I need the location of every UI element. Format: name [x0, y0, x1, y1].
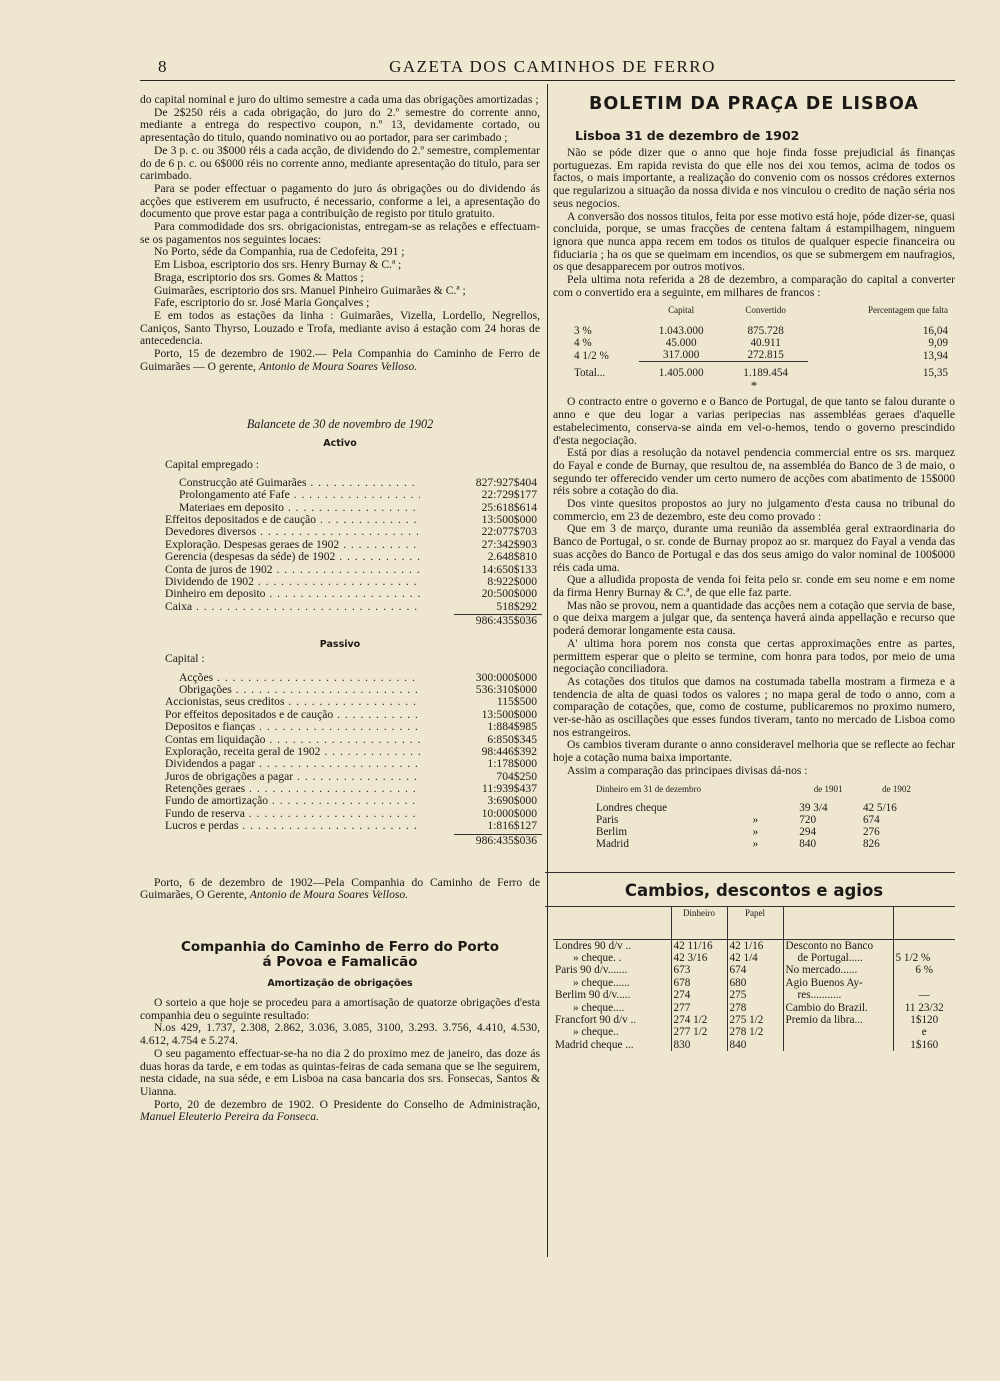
- table-cell: » cheque....: [573, 1001, 625, 1014]
- ledger-label: Dividendos a pagar . . .: [165, 758, 420, 770]
- table-cell: 11 23/32: [893, 1002, 955, 1014]
- table-row: [571, 349, 951, 362]
- boletim-title: BOLETIM DA PRAÇA DE LISBOA: [589, 94, 919, 114]
- intro-paragraph: Para se poder effectuar o pagamento do juro ás obrigações ou do dividendo ás acções que estiverem em usufructo, é necessario, conforme a lei, a apresentação do documento que prove estar paga a contribuição de registo por titulo gratuito.: [140, 181, 540, 221]
- table-cell: »: [752, 837, 759, 850]
- ledger-row: [165, 514, 540, 526]
- table-cell: 5 1/2 %: [893, 952, 955, 964]
- table-cell: Cambio do Brazil.: [783, 1002, 893, 1014]
- table-cell: 274: [671, 989, 727, 1001]
- table-cell: Berlim 90 d/v.....: [555, 989, 631, 1002]
- table-cell: 4 %: [574, 337, 592, 350]
- table-row: [553, 1014, 955, 1026]
- column-header: de 1902: [882, 783, 911, 794]
- signature-text: Porto, 20 de dezembro de 1902. O Presidente do Conselho de Administração,: [154, 1097, 540, 1111]
- table-row: [553, 1039, 955, 1051]
- boletim-dateline: Lisboa 31 de dezembro de 1902: [575, 128, 800, 143]
- table-cell: 1$160: [893, 1039, 955, 1051]
- ledger-label: Contas em liquidação . . .: [165, 734, 420, 746]
- intro-paragraph: De 2$250 réis a cada obrigação, do juro do 2.º semestre do corrente anno, mediante a entrega do respectivo coupon, n.º 13, devidamente cortado, ou apresentação do titulo, quando nominativo ou ao portador, para ser carimbado ;: [140, 105, 540, 145]
- boletim-paragraph: As cotações dos titulos que damos na costumada tabella mostram a firmeza e a tendencia de alta de quasi todos os valores ; no mapa geral de todo o anno, com a comparação de cotações, que, como de costume, publicaremos no proximo numero, ver-se-hão as oscillações que esses fundos tiveram, tanto no mercado de Lisboa como nos estrangeiros.: [553, 674, 955, 739]
- ledger-value: 8:922$000: [427, 576, 537, 588]
- table-cell: Londres cheque: [596, 801, 668, 814]
- table-cell: 42 1/16: [727, 939, 783, 952]
- signature-name: Antonio de Moura Soares Velloso.: [249, 888, 409, 902]
- company-title-line2: á Povoa e Famalicão: [262, 954, 418, 971]
- intro-paragraph: Em Lisboa, escriptorio dos srs. Henry Burnay & C.ª ;: [154, 258, 402, 272]
- table-cell: 274 1/2: [671, 1014, 727, 1026]
- header-rule: [140, 80, 955, 81]
- page-header: [150, 57, 955, 79]
- table-cell: 278: [727, 1002, 783, 1014]
- table-row: [593, 826, 933, 838]
- table-cell: 826: [862, 837, 880, 850]
- table-cell: [783, 1026, 893, 1038]
- ledger-label: Juros de obrigações a pagar . . .: [165, 771, 420, 783]
- passivo-heading: Passivo: [319, 639, 361, 651]
- table-cell: Berlim: [596, 825, 628, 838]
- table-row: [593, 802, 933, 814]
- column-header: Convertido: [745, 305, 786, 316]
- table-cell: [783, 1039, 893, 1051]
- ledger-label: Caixa . . .: [165, 601, 420, 613]
- table-cell: Premio da libra...: [783, 1014, 893, 1026]
- ledger-label: Fundo de reserva . . .: [165, 808, 420, 820]
- boletim-paragraph: Assim a comparação das principaes divisas dá-nos :: [567, 763, 808, 777]
- table-cell: 294: [799, 825, 817, 838]
- ledger-row: [165, 734, 540, 746]
- table-header-row: [593, 782, 933, 796]
- table-cell: 277: [671, 1002, 727, 1014]
- cambios-table: [553, 907, 955, 1052]
- intro-paragraph: No Porto, séde da Companhia, rua de Cedofeita, 291 ;: [154, 245, 405, 259]
- ledger-row: [165, 576, 540, 588]
- ledger-value: 1:884$985: [427, 721, 537, 733]
- column-divider: [547, 84, 548, 1257]
- table-cell: 674: [727, 964, 783, 976]
- ledger-total: [165, 833, 540, 849]
- table-cell: 42 11/16: [671, 939, 727, 952]
- ledger-label: Exploração. Despesas geraes de 1902 . . .: [165, 539, 420, 551]
- table-cell: [893, 977, 955, 989]
- boletim-paragraph: Está por dias a resolução da notavel pendencia commercial entre os srs. marquez do Fayal e conde de Burnay, que resultou de, na assembléa do Banco de 3 de maio, o segundo ter offerecido vender um certo numero de acções com abatimento de 15$000 réis sobre a cotação do dia.: [553, 446, 955, 498]
- table-row: [571, 325, 951, 337]
- signature-text: Porto, 6 de dezembro de 1902—Pela Companhia do Caminho de Ferro de Guimarães, O Gerente,: [140, 875, 540, 902]
- table-cell: 830: [671, 1039, 727, 1051]
- capital-empregado-label: Capital empregado :: [165, 458, 260, 472]
- ledger-row: [165, 502, 540, 514]
- boletim-paragraph: Que em 3 de março, durante uma reunião da assembléa geral extraordinaria do Banco de Portugal, o sr. conde de Burnay propoz ao sr. marquez do Fayal a venda das suas acções do Banco de Portugal e das dos seus amigo do valor nominal de 100$000 réis cada uma.: [553, 522, 955, 574]
- total-value: 986:435$036: [475, 833, 537, 847]
- column-header: [783, 907, 893, 940]
- table-row: [553, 989, 955, 1001]
- signature-name: Manuel Eleuterio Pereira da Fonseca.: [140, 1110, 319, 1124]
- ledger-label: Dinheiro em deposito . . .: [165, 588, 420, 600]
- boletim-paragraph: A' ultima hora porem nos consta que certas approximações entre as partes, permittem esperar que o pleito se termine, com honra para todos, por meio de uma negociação conciliadora.: [553, 636, 955, 676]
- intro-paragraph: Guimarães, escriptorio dos srs. Manuel Pinheiro Guimarães & C.ª ;: [154, 283, 466, 297]
- right-column: [553, 94, 955, 1051]
- ledger-label: Obrigações . . .: [179, 684, 420, 696]
- table-row: [553, 1002, 955, 1014]
- ledger-row: [165, 808, 540, 820]
- page-number: 8: [158, 57, 167, 76]
- intro-paragraph: Fafe, escriptorio do sr. José Maria Gonçalves ;: [154, 296, 370, 310]
- table-cell: Desconto no Banco: [783, 939, 893, 952]
- ledger-row: [165, 783, 540, 795]
- ledger-label: Lucros e perdas . . .: [165, 820, 420, 832]
- table-cell: 678: [671, 977, 727, 989]
- boletim-paragraph: Mas não se provou, nem a quantidade das acções nem a cotação que servia de base, o que deixa margem a julgar que, da sentença haverá ainda appellação e recurso que poderá demorar longamente esta causa.: [553, 598, 955, 638]
- intro-paragraph: do capital nominal e juro do ultimo semestre a cada uma das obrigações amortizadas ;: [140, 93, 539, 106]
- ledger-label: Construcção até Guimarães . . .: [179, 477, 420, 489]
- table-cell: Londres 90 d/v ..: [555, 939, 632, 952]
- table-cell: e: [893, 1026, 955, 1038]
- table-cell: 720: [799, 813, 817, 826]
- ledger-row: [165, 684, 540, 696]
- passivo-ledger: [165, 653, 540, 848]
- ledger-row: [165, 564, 540, 576]
- boletim-paragraph: Pela ultima nota referida a 28 de dezembro, a comparação do capital a converter com o convertido era a seguinte, em milhares de francos :: [553, 273, 955, 299]
- ledger-value: 20:500$000: [427, 588, 537, 600]
- ledger-label: Exploração, receita geral de 1902 . . .: [165, 746, 420, 758]
- newspaper-title: GAZETA DOS CAMINHOS DE FERRO: [389, 57, 716, 76]
- table-cell: 1.189.454: [743, 367, 788, 380]
- table-cell: 42 1/4: [727, 952, 783, 964]
- ledger-value: 1:178$000: [427, 758, 537, 770]
- table-cell: 40.911: [750, 337, 781, 350]
- ledger-value: 6:850$345: [427, 734, 537, 746]
- table-cell: 39 3/4: [799, 801, 828, 814]
- boletim-paragraph: O contracto entre o governo e o Banco de Portugal, de que tanto se falou durante o anno e que deu logar a varias peripecias nas assembléas geraes d'aquelle estabelecimento, conserva-se ainda em vel-o-hemos, tendo o governo prescindido d'esta negociação.: [553, 395, 955, 447]
- ledger-value: 300:000$000: [427, 672, 537, 684]
- table-cell: 840: [727, 1039, 783, 1051]
- table-cell: No mercado......: [783, 964, 893, 976]
- ledger-value: 2.648$810: [427, 551, 537, 563]
- column-header: [893, 907, 955, 940]
- table-cell: 673: [671, 964, 727, 976]
- table-cell: 317.000: [639, 349, 723, 362]
- table-cell: »: [752, 813, 759, 826]
- table-cell: 42 5/16: [862, 801, 897, 814]
- ledger-label: Depositos e fianças . . .: [165, 721, 420, 733]
- company-title: Companhia do Caminho de Ferro do Porto: [180, 939, 500, 956]
- table-cell: Total...: [574, 367, 606, 380]
- ledger-total: [165, 613, 540, 629]
- table-cell: 15,35: [922, 367, 948, 380]
- ledger-row: [165, 795, 540, 807]
- boletim-paragraph: Que a alludida proposta de venda foi feita pelo sr. conde em seu nome e em nome da firma Henry Burnay & C.ª, de que elle faz parte.: [553, 573, 955, 599]
- table-cell: Madrid: [596, 837, 629, 850]
- section-separator: *: [750, 378, 758, 394]
- ledger-label: Acções . . .: [179, 672, 420, 684]
- company-paragraph: N.os 429, 1.737, 2.308, 2.862, 3.036, 3.085, 3100, 3.293. 3.756, 4.410, 4.530, 4.612, 4.754 e 5.274.: [140, 1021, 540, 1048]
- table-cell: res...........: [783, 989, 893, 1001]
- table-cell: 16,04: [922, 325, 948, 338]
- signature-paragraph: [140, 877, 540, 902]
- table-cell: 6 %: [893, 964, 955, 976]
- table-cell: 1.043.000: [658, 325, 704, 338]
- ledger-row: [165, 539, 540, 551]
- ledger-label: Materiaes em deposito . . .: [179, 502, 420, 514]
- table-cell: Paris: [596, 813, 619, 826]
- ledger-value: 13:500$000: [427, 514, 537, 526]
- company-paragraph: O sorteio a que hoje se procedeu para a amortisação de quatorze obrigações d'esta companhia deu o seguinte resultado:: [140, 996, 540, 1022]
- ledger-value: 704$250: [427, 771, 537, 783]
- table-cell: 278 1/2: [727, 1026, 783, 1038]
- table-cell: Agio Buenos Ay-: [783, 977, 893, 989]
- ledger-value: 25:618$614: [427, 502, 537, 514]
- total-value: 986:435$036: [475, 614, 537, 628]
- ledger-row: [165, 601, 540, 613]
- boletim-paragraph: Não se póde dizer que o anno que hoje finda fosse prejudicial ás finanças portuguezas. Em rapida revista do que elle nos dei xou temos, acima de todos os factos, o mais importante, a realização do convenio com os nossos crédores externos que regularizou a situação da nossa divida e nos vinculou o credito de nação séria nos seus negocios.: [553, 146, 955, 210]
- table-header-row: [571, 303, 951, 317]
- table-row: [553, 964, 955, 976]
- ledger-label: Retenções geraes . . .: [165, 783, 420, 795]
- ledger-value: 115$500: [427, 696, 537, 708]
- table-row: [593, 838, 933, 850]
- amortization-heading: Amortização de obrigações: [267, 978, 413, 990]
- table-cell: 674: [862, 813, 880, 826]
- table-row: [593, 814, 933, 826]
- ledger-value: 827:927$404: [427, 477, 537, 489]
- column-header: Capital: [668, 305, 695, 316]
- table-cell: 45.000: [665, 337, 697, 350]
- table-cell: 1.405.000: [658, 367, 704, 380]
- capital-label: Capital :: [165, 652, 205, 666]
- table-row: [553, 1026, 955, 1038]
- intro-paragraph: Para commodidade dos srs. obrigacionistas, entregam-se as relações e effectuam-se os pagamentos nos seguintes locaes:: [140, 220, 540, 246]
- ledger-value: 98:446$392: [427, 746, 537, 758]
- ledger-value: 1:816$127: [427, 820, 537, 832]
- ledger-value: 11:939$437: [427, 783, 537, 795]
- ledger-row: [165, 526, 540, 538]
- ledger-value: 10:000$000: [427, 808, 537, 820]
- ledger-value: 27:342$903: [427, 539, 537, 551]
- ledger-value: 22:729$177: [427, 489, 537, 501]
- ledger-value: 14:650$133: [427, 564, 537, 576]
- table-header-row: [553, 907, 955, 940]
- table-cell: —: [893, 989, 955, 1001]
- table-cell: 277 1/2: [671, 1026, 727, 1038]
- table-cell: 4 1/2 %: [574, 349, 609, 362]
- ledger-value: 13:500$000: [427, 709, 537, 721]
- company-paragraph: O seu pagamento effectuar-se-ha no dia 2 do proximo mez de janeiro, das doze ás duas horas da tarde, e em todas as quintas-feiras de cada semana que se lhe seguirem, nesta cidade, na sua séde, e em Lisboa na casa bancaria dos srs. Fonsecas, Santos & Uianna.: [140, 1046, 540, 1098]
- ledger-row: [165, 588, 540, 600]
- table-cell: Paris 90 d/v.......: [555, 964, 628, 977]
- exchange-table: [593, 782, 933, 850]
- ledger-label: Prolongamento até Fafe . . .: [179, 489, 420, 501]
- table-row: [553, 939, 955, 952]
- table-cell: 275 1/2: [727, 1014, 783, 1026]
- ledger-label: Fundo de amortização . . .: [165, 795, 420, 807]
- boletim-paragraph: A conversão dos nossos titulos, feita por esse motivo está hoje, póde dizer-se, quasi concluida, porque, se umas fracções de centena faltam á estampilhagem, ninguem ignora que nunca appa recem em todos os titulos de qualquer especie financeira ou fiduciaria ; ha os que se queimam em incendios, os que se submergem em naufragios, os que desapparecem por outros motivos.: [553, 209, 955, 274]
- ledger-row: [165, 477, 540, 489]
- ledger-row: [165, 672, 540, 684]
- ledger-row: [165, 489, 540, 501]
- intro-paragraph: De 3 p. c. ou 3$000 réis a cada acção, de dividendo do 2.º semestre, complementar do de 6 p. c. ou 6$000 réis no corrente anno, mediante apresentação do titulo, para ser carimbado.: [140, 143, 540, 183]
- ledger-label: Accionistas, seus creditos . . .: [165, 696, 420, 708]
- column-header: Dinheiro: [671, 907, 727, 940]
- table-cell: » cheque. .: [573, 951, 622, 964]
- column-header: Dinheiro em 31 de dezembro: [596, 783, 701, 794]
- table-cell: 276: [862, 825, 880, 838]
- signature-paragraph: [140, 348, 540, 373]
- ledger-row: [165, 771, 540, 783]
- balance-title: Balancete de 30 de novembro de 1902: [246, 417, 434, 432]
- table-cell: 1$120: [893, 1014, 955, 1026]
- table-cell: »: [752, 825, 759, 838]
- ledger-label: Effeitos depositados e de caução . . .: [165, 514, 420, 526]
- table-cell: » cheque......: [573, 976, 630, 989]
- table-cell: Madrid cheque ...: [555, 1038, 634, 1051]
- table-cell: 875.728: [747, 325, 784, 338]
- ledger-label: Dividendo de 1902 . . .: [165, 576, 420, 588]
- table-cell: Francfort 90 d/v ..: [555, 1013, 637, 1026]
- table-cell: 9,09: [928, 337, 948, 350]
- table-cell: » cheque..: [573, 1026, 619, 1039]
- ledger-row: [165, 709, 540, 721]
- ledger-row: [165, 721, 540, 733]
- cambios-title: Cambios, descontos e agios: [624, 880, 884, 900]
- signature-text: Porto, 15 de dezembro de 1902.— Pela Companhia do Caminho de Ferro de Guimarães — O gerente,: [140, 347, 540, 373]
- signature-paragraph: [140, 1099, 540, 1124]
- ledger-value: 518$292: [427, 601, 537, 613]
- table-row: [571, 337, 951, 349]
- conversion-table: [571, 303, 951, 379]
- intro-paragraph: E em todos as estações da linha : Guimarães, Vizella, Lordello, Negrellos, Caniços, Santo Thyrso, Louzado e Trofa, mediante aviso á estação com 24 horas de antecedencia.: [140, 308, 540, 348]
- column-header: Percentagem que falta: [868, 305, 948, 316]
- ledger-label: Gerencia (despesas da séde) de 1902 . . .: [165, 551, 420, 563]
- table-cell: [893, 939, 955, 952]
- ledger-label: Por effeitos depositados e de caução . . .: [165, 709, 420, 721]
- column-header: Papel: [727, 907, 783, 940]
- boletim-paragraph: Dos vinte quesitos propostos ao jury no julgamento d'esta causa no tribunal do commercio, em 23 de dezembro, este deu como provado :: [553, 497, 955, 523]
- intro-paragraph: Braga, escriptorio dos srs. Gomes & Mattos ;: [154, 270, 364, 284]
- boletim-paragraph: Os cambios tiveram durante o anno consideravel melhoria que se reflecte ao fechar hoje a cotação numa baixa importante.: [553, 738, 955, 765]
- column-header: de 1901: [813, 783, 843, 794]
- table-cell: 272.815: [723, 349, 807, 362]
- column-header: [571, 303, 639, 317]
- ledger-row: [165, 551, 540, 563]
- ledger-row: [165, 758, 540, 770]
- table-total-row: [571, 362, 951, 380]
- table-cell: 680: [727, 977, 783, 989]
- table-row: [553, 977, 955, 989]
- table-cell: 42 3/16: [671, 952, 727, 964]
- table-cell: de Portugal.....: [783, 952, 893, 964]
- ledger-value: 536:310$000: [427, 684, 537, 696]
- left-column: [140, 94, 540, 1124]
- table-row: [553, 952, 955, 964]
- activo-ledger: [165, 459, 540, 629]
- activo-heading: Activo: [323, 438, 357, 450]
- table-cell: 840: [799, 837, 817, 850]
- ledger-value: 22:077$703: [427, 526, 537, 538]
- ledger-row: [165, 696, 540, 708]
- ledger-row: [165, 746, 540, 758]
- ledger-label: Conta de juros de 1902 . . .: [165, 564, 420, 576]
- column-header: [553, 907, 671, 940]
- ledger-label: Devedores diversos . . .: [165, 526, 420, 538]
- table-cell: 13,94: [922, 349, 948, 362]
- signature-name: Antonio de Moura Soares Velloso.: [258, 359, 418, 373]
- table-cell: 275: [727, 989, 783, 1001]
- ledger-row: [165, 820, 540, 832]
- table-cell: 3 %: [574, 325, 592, 338]
- ledger-value: 3:690$000: [427, 795, 537, 807]
